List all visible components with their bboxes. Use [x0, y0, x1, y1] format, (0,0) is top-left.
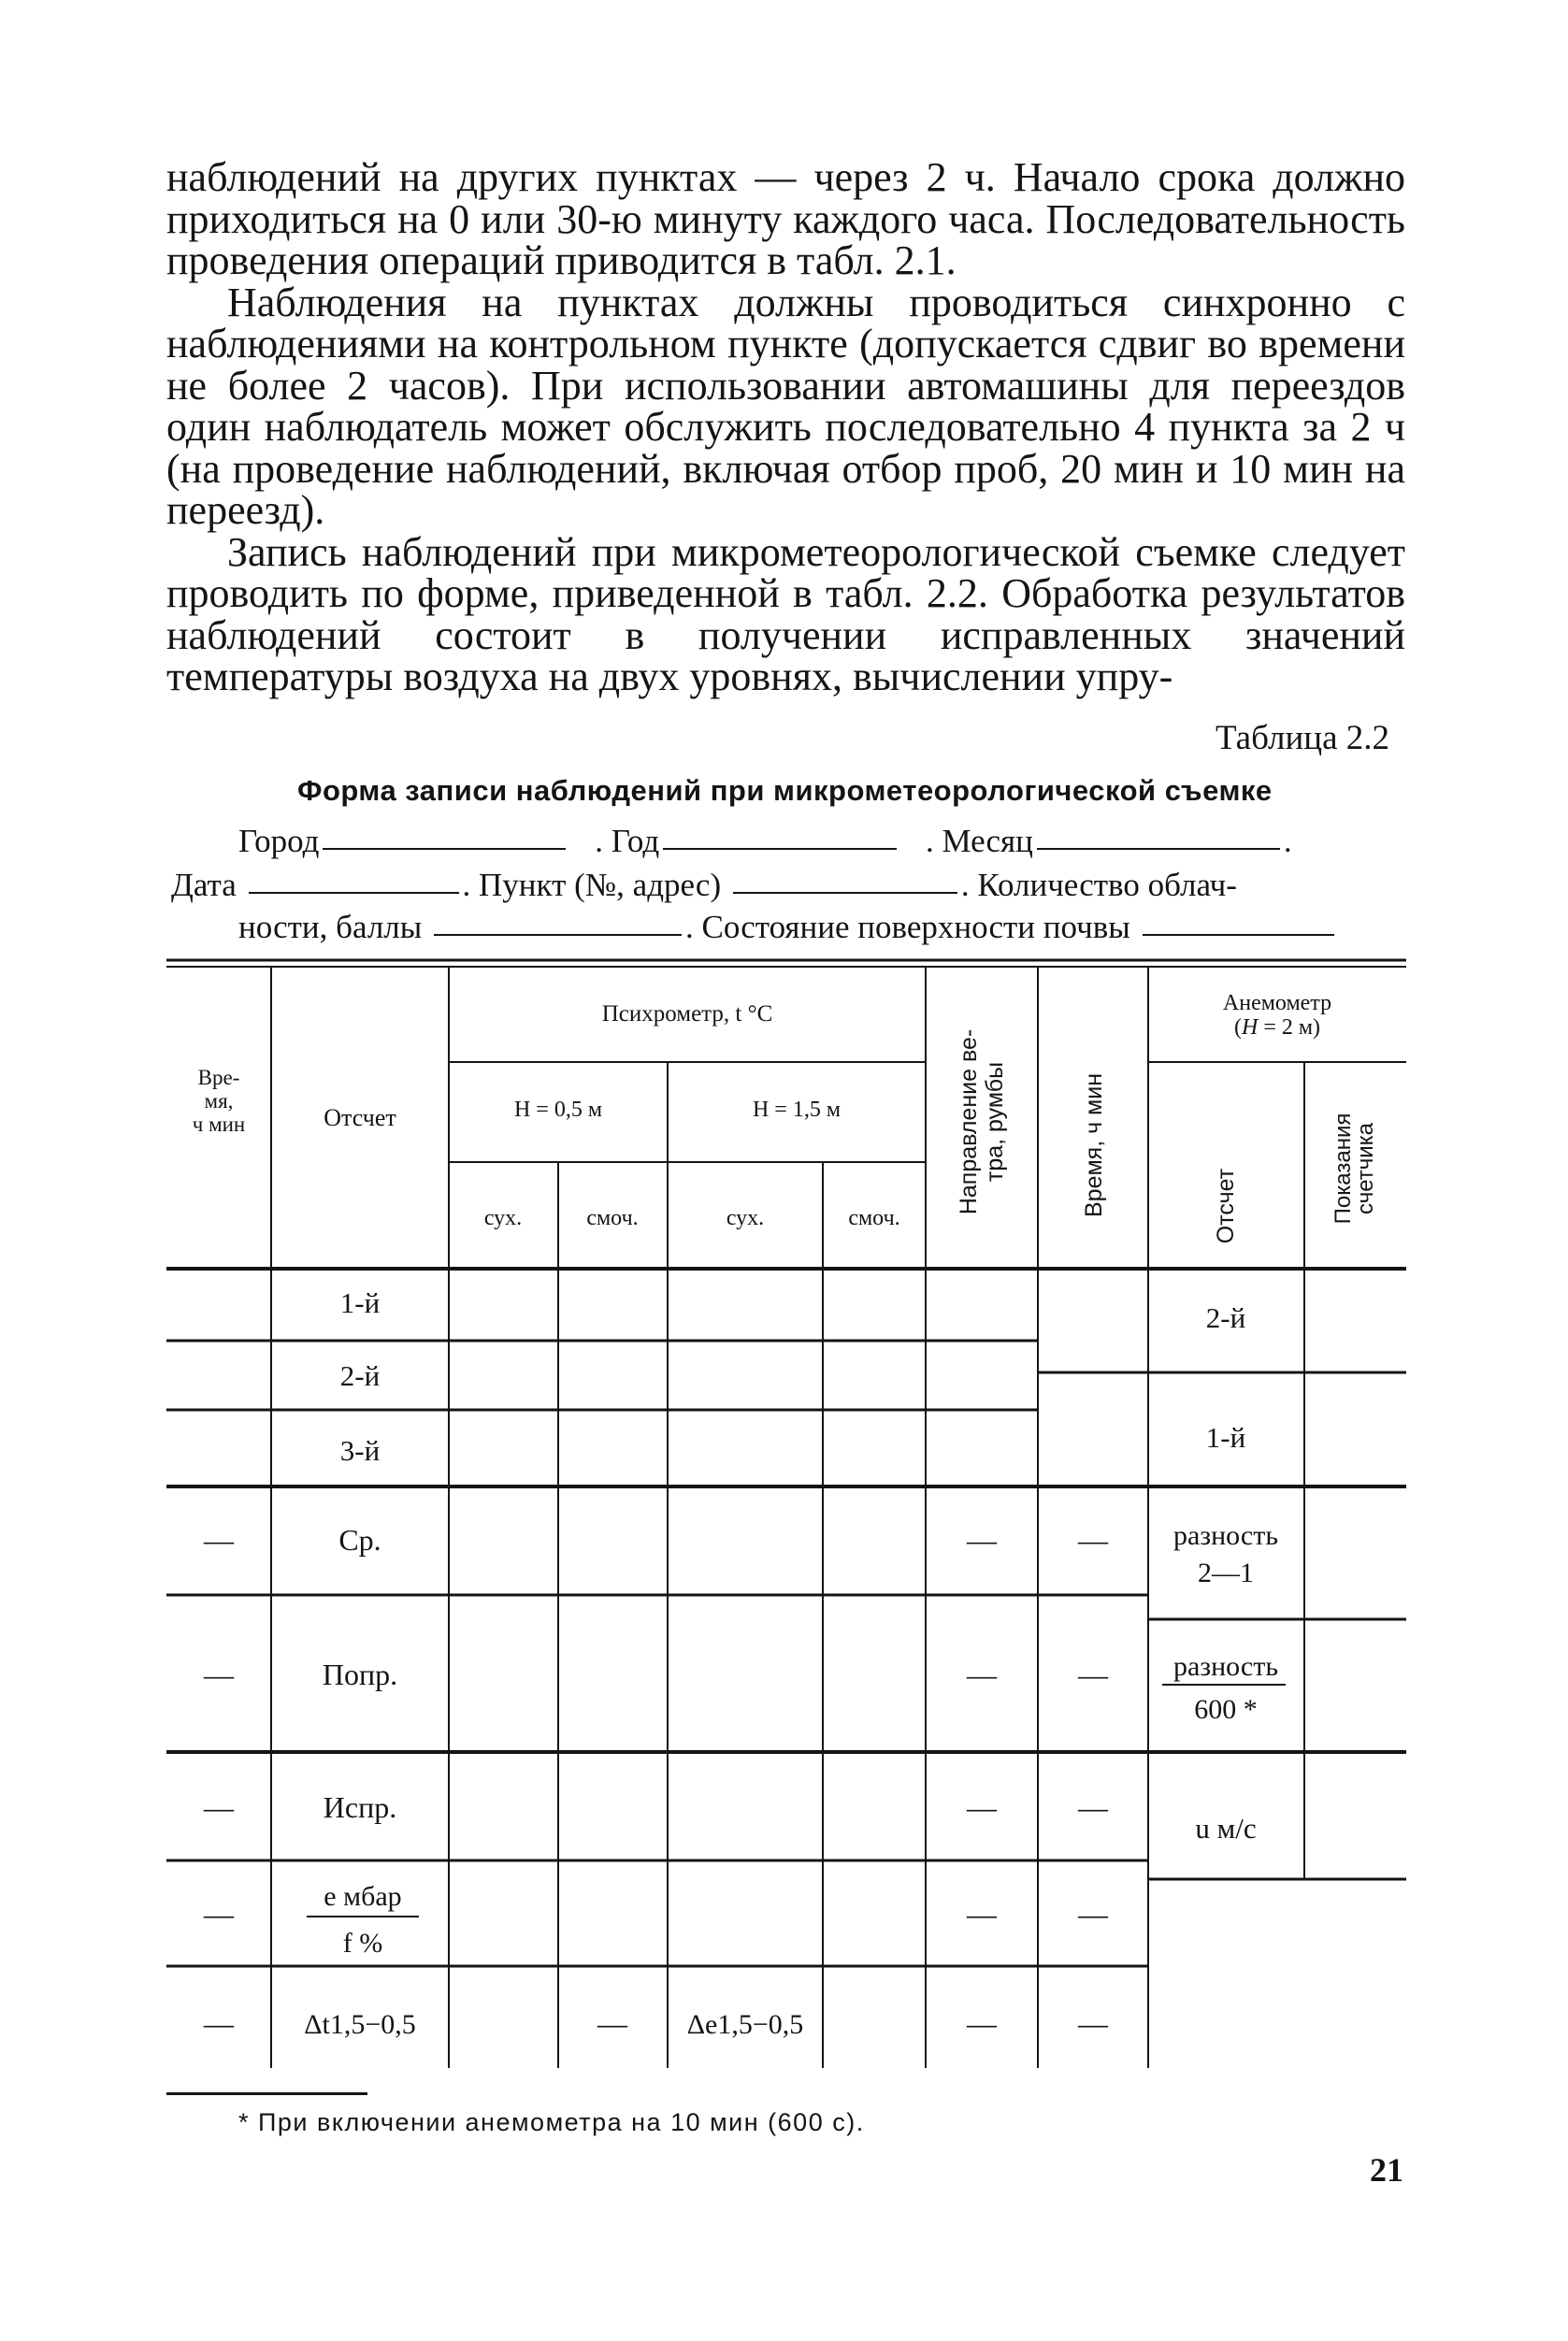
- header-anemometer-1: Анемометр: [1222, 991, 1332, 1015]
- svg-text:Направление ве-: Направление ве-: [956, 1028, 982, 1215]
- row-f-percent: f %: [342, 1928, 383, 1959]
- form-date-label: Дата: [171, 867, 237, 903]
- table-title: Форма записи наблюдений при микрометеорологической съемке: [297, 774, 1273, 807]
- row-1st: 1-й: [339, 1286, 381, 1319]
- dash: —: [967, 1523, 997, 1557]
- header-dry-2: сух.: [726, 1206, 765, 1230]
- form-year-label: Год: [611, 823, 660, 859]
- form-line-1: Город . Год . Месяц .: [238, 823, 1292, 859]
- row-corrected: Испр.: [323, 1790, 397, 1824]
- dash: —: [204, 2006, 234, 2040]
- anem-u: u м/с: [1195, 1812, 1257, 1845]
- dash: —: [1078, 1897, 1108, 1931]
- paragraph-3: Запись наблюдений при микрометеорологической съемке следует проводить по форме, приведенной в табл. 2.2. Обработка результатов наблюдений состоит в получении исправленных значений температуры воздуха на двух уровнях, вычислении упру-: [166, 528, 1405, 699]
- row-correction: Попр.: [322, 1658, 398, 1691]
- dash: —: [1078, 1523, 1108, 1557]
- form-cloud-label-cont: ности, баллы: [238, 909, 423, 945]
- header-dry-1: сух.: [483, 1206, 523, 1230]
- header-reading: Отсчет: [324, 1104, 396, 1131]
- dash: —: [967, 1658, 997, 1691]
- header-anemometer-2: (H = 2 м): [1233, 1015, 1321, 1040]
- header-time-3: ч мин: [192, 1113, 246, 1136]
- header-time-2: мя,: [204, 1089, 234, 1113]
- header-h15: H = 1,5 м: [752, 1098, 842, 1122]
- footnote: * При включении анемометра на 10 мин (600 с).: [238, 2108, 865, 2136]
- dash: —: [1078, 1790, 1108, 1824]
- header-wind-dir: [956, 1029, 1008, 1214]
- form-soil-label: Состояние поверхности почвы: [701, 909, 1130, 945]
- svg-text:тра, румбы: тра, румбы: [982, 1061, 1008, 1183]
- row-e-mbar: e мбар: [324, 1881, 402, 1912]
- anem-diff600-den: 600 *: [1194, 1694, 1258, 1725]
- svg-text:Время, ч мин: Время, ч мин: [1081, 1072, 1107, 1218]
- footnote-rule: [166, 2092, 367, 2095]
- row-3rd: 3-й: [339, 1434, 381, 1467]
- anem-2nd: 2-й: [1205, 1301, 1246, 1334]
- dash: —: [1078, 2006, 1108, 2040]
- header-wet-1: смоч.: [586, 1206, 639, 1230]
- dash: —: [967, 1790, 997, 1824]
- header-time-1: Вре-: [197, 1066, 240, 1089]
- form-line-2: Дата . Пункт (№, адрес) . Количество облач-: [171, 867, 1237, 903]
- dash: —: [967, 2006, 997, 2040]
- anem-diff-a: разность: [1172, 1520, 1279, 1551]
- dash: —: [204, 1897, 234, 1931]
- header-anem-reading: [1213, 1168, 1239, 1243]
- dash: —: [597, 2006, 627, 2040]
- form-month-label: Месяц: [942, 823, 1033, 859]
- row-2nd: 2-й: [339, 1359, 381, 1392]
- form-line-3: ности, баллы . Состояние поверхности почвы: [238, 909, 1338, 946]
- dash: —: [1078, 1658, 1108, 1691]
- header-h05: H = 0,5 м: [513, 1098, 603, 1122]
- header-psychrometer: Психрометр, t °C: [601, 1001, 773, 1027]
- dash: —: [204, 1523, 234, 1557]
- paragraph-2: Наблюдения на пунктах должны проводиться синхронно с наблюдениями на контрольном пункте (допускается сдвиг во времени не более 2 часов). При использовании автомашины для переездов один наблюдатель может обслужить последовательно 4 пункта за 2 ч (на проведение наблюдений, включая отбор проб, 20 мин и 10 мин на переезд).: [166, 279, 1405, 533]
- header-counter: [1331, 1113, 1378, 1225]
- table-label: Таблица 2.2: [1216, 719, 1389, 757]
- header-wet-2: смоч.: [848, 1206, 900, 1230]
- header-time-min: [1081, 1073, 1107, 1217]
- form-city-label: Город: [238, 823, 320, 859]
- anem-1st: 1-й: [1205, 1421, 1246, 1454]
- dash: —: [204, 1658, 234, 1691]
- svg-text:счетчика: счетчика: [1353, 1122, 1378, 1215]
- anem-diff-b: 2—1: [1198, 1558, 1254, 1588]
- dash: —: [967, 1897, 997, 1931]
- svg-text:Отсчет: Отсчет: [1213, 1168, 1239, 1244]
- paragraph-1: наблюдений на других пунктах — через 2 ч. Начало срока должно приходиться на 0 или 30-ю минуту каждого часа. Последовательность проведения операций приводится в табл. 2.1.: [166, 154, 1405, 283]
- dash: —: [204, 1790, 234, 1824]
- row-delta-t: Δt1,5−0,5: [304, 2009, 416, 2040]
- row-delta-e: Δe1,5−0,5: [686, 2009, 804, 2040]
- form-cloud-label: Количество облач-: [977, 867, 1237, 903]
- anem-diff600-num: разность: [1172, 1651, 1279, 1682]
- row-average: Ср.: [338, 1523, 381, 1557]
- page-number: 21: [1370, 2151, 1403, 2189]
- form-point-label: Пункт (№, адрес): [479, 867, 722, 903]
- svg-text:Показания: Показания: [1331, 1113, 1356, 1225]
